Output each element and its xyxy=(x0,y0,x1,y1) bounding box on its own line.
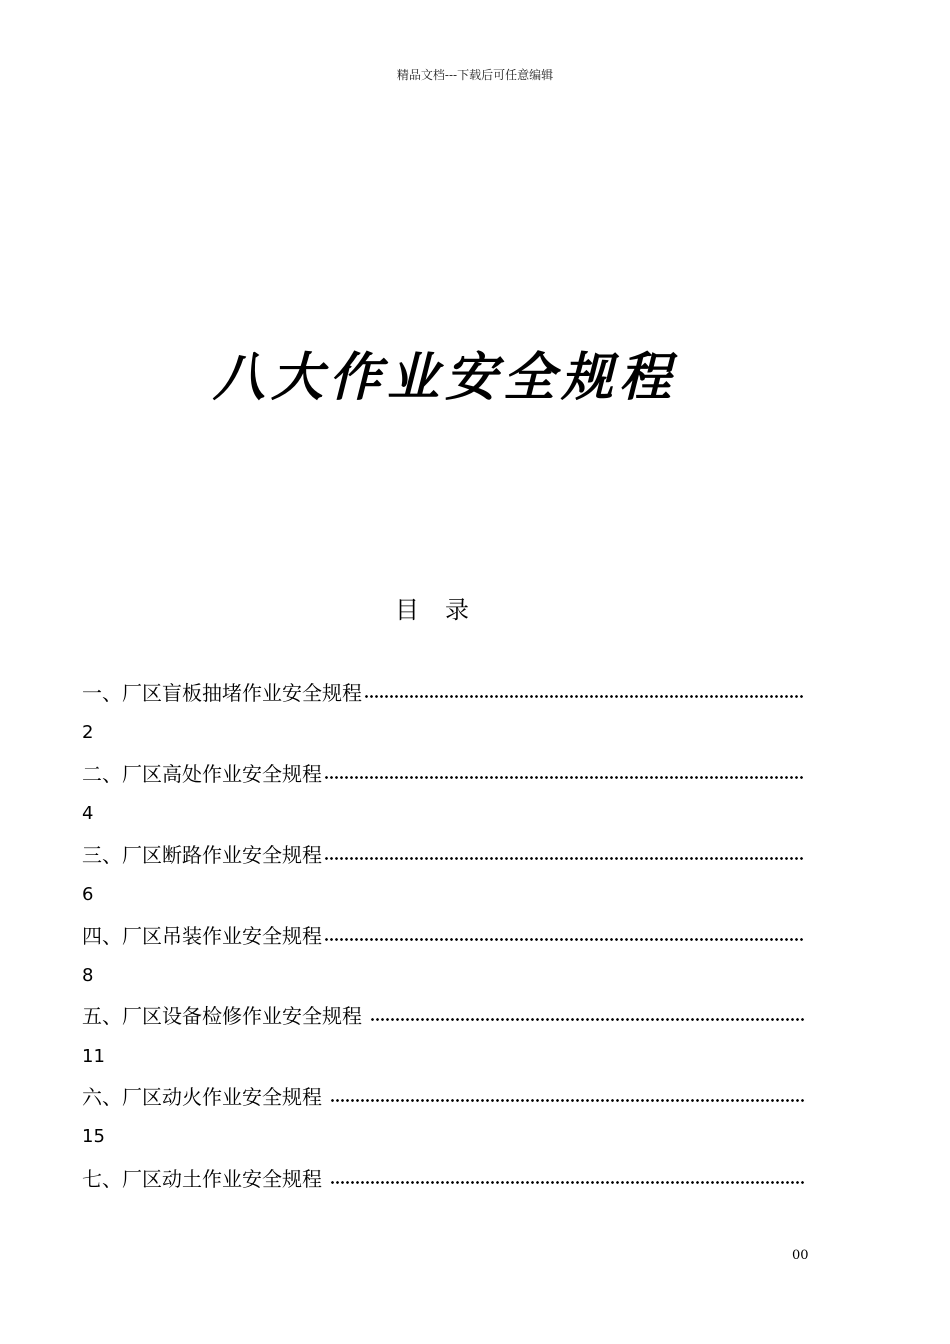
toc-entry-page: 11 xyxy=(82,1046,105,1067)
toc-title: 目录 xyxy=(395,596,495,624)
toc-entry-page: 2 xyxy=(82,722,94,743)
toc-entry-label: 一、厂区盲板抽堵作业安全规程 xyxy=(82,681,362,705)
toc-entry-label: 六、厂区动火作业安全规程 xyxy=(82,1085,329,1109)
toc-entry-page: 6 xyxy=(82,884,94,905)
toc-entry-2 xyxy=(82,757,805,787)
toc-entry-label: 七、厂区动土作业安全规程 xyxy=(82,1167,329,1191)
toc-entry-7 xyxy=(82,1162,805,1192)
toc-dot-leader xyxy=(330,1162,805,1192)
toc-entry-6 xyxy=(82,1080,805,1110)
toc-dot-leader xyxy=(324,838,805,868)
toc-dot-leader xyxy=(324,919,805,949)
toc-entry-page: 8 xyxy=(82,965,94,986)
toc-entry-label: 五、厂区设备检修作业安全规程 xyxy=(82,1004,369,1028)
document-title: 八大作业安全规程 xyxy=(212,347,677,408)
toc-dot-leader xyxy=(370,999,805,1029)
page-number: 00 xyxy=(792,1248,809,1263)
toc-entry-page: 15 xyxy=(82,1126,105,1147)
toc-entry-label: 四、厂区吊装作业安全规程 xyxy=(82,924,322,948)
toc-dot-leader xyxy=(330,1080,805,1110)
toc-entry-5 xyxy=(82,999,805,1029)
toc-entry-3 xyxy=(82,838,805,868)
toc-entry-label: 二、厂区高处作业安全规程 xyxy=(82,762,322,786)
toc-entry-page: 4 xyxy=(82,803,94,824)
toc-dot-leader xyxy=(364,676,805,706)
toc-entry-1 xyxy=(82,676,805,706)
toc-dot-leader xyxy=(324,757,805,787)
page-header: 精品文档---下载后可任意编辑 xyxy=(396,68,554,82)
toc-entry-label: 三、厂区断路作业安全规程 xyxy=(82,843,322,867)
toc-entry-4 xyxy=(82,919,805,949)
